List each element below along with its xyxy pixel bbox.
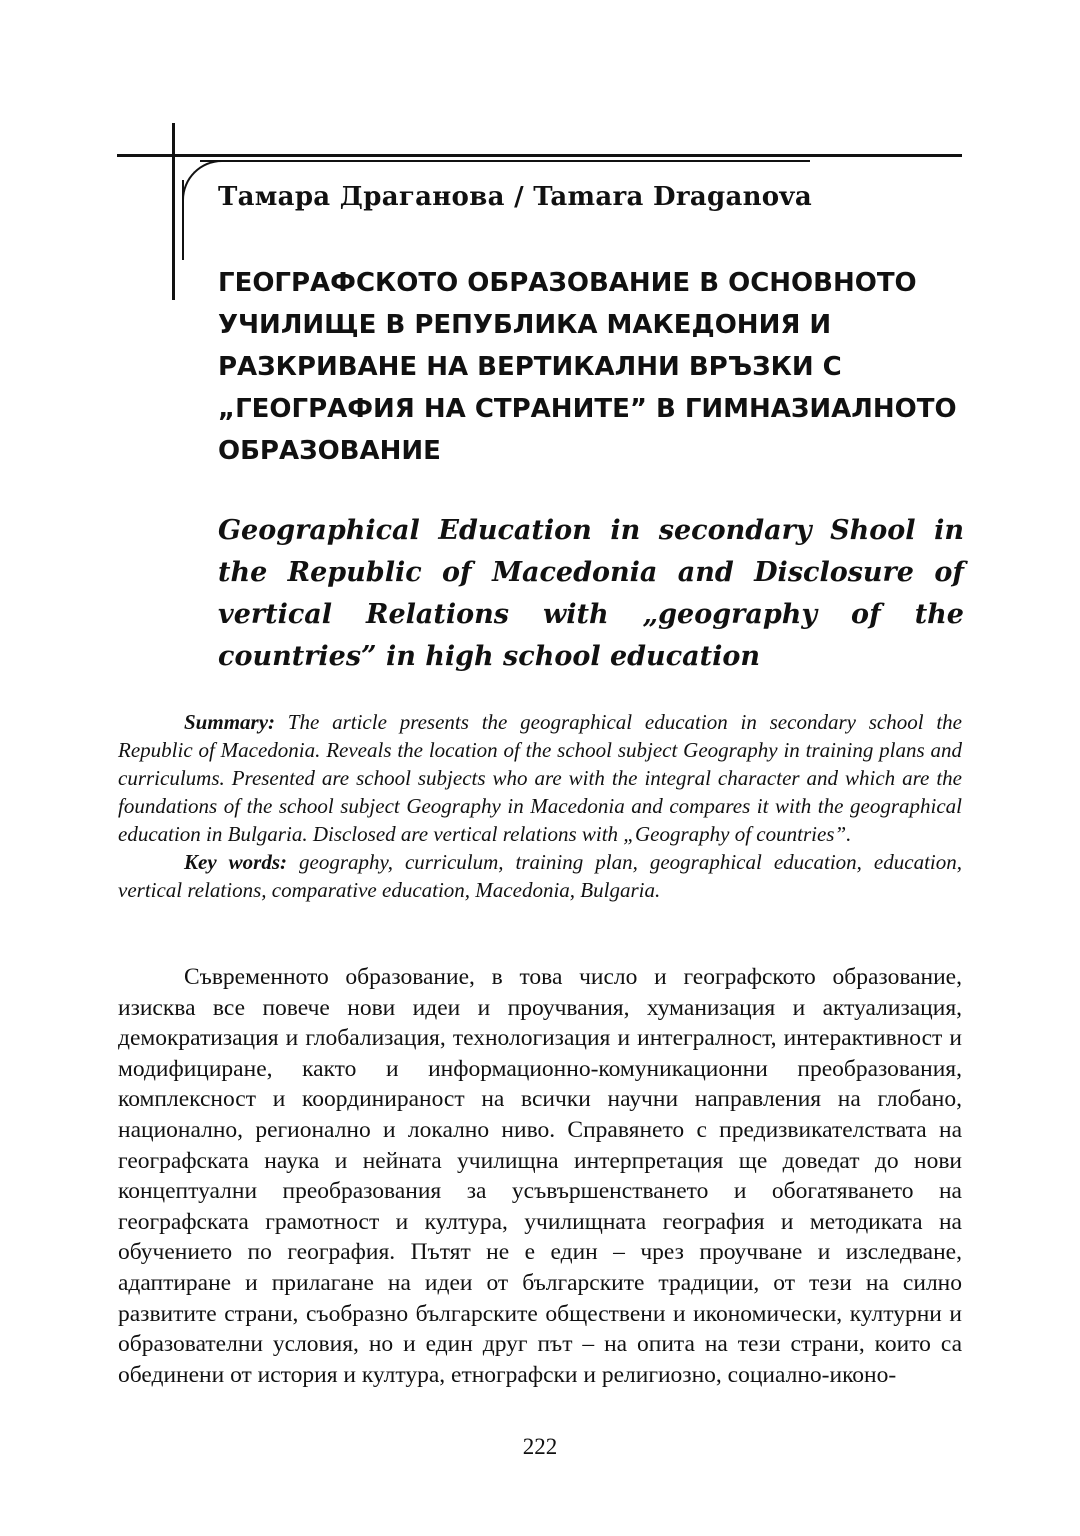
keywords-label: Key words: (184, 850, 288, 874)
article-title-bulgarian: ГЕОГРАФСКОТО ОБРАЗОВАНИЕ В ОСНОВНОТО УЧИЛИЩЕ В РЕПУБЛИКА МАКЕДОНИЯ И РАЗКРИВАНЕ НА ВЕРТИКАЛНИ ВРЪЗКИ С „ГЕОГРАФИЯ НА СТРАНИТЕ” В ГИМНАЗИАЛНОТО ОБРАЗОВАНИЕ (218, 268, 957, 466)
header-frame-corner-arc (182, 160, 222, 200)
article-title-english: Geographical Education in secondary Shool in the Republic of Macedonia and Disclosure of vertical Relations with „geography of the countries” in high school education (218, 515, 964, 672)
summary-text: The article presents the geographical education in secondary school the Republic of Macedonia. Reveals the location of the school subject Geography in training plans and curriculums. Presented are school subjects who are with the integral character and which are the foundations of the school subject Geography in Macedonia and compares it with the geographical education in Bulgaria. Disclosed are vertical relations with „Geography of countries”. (118, 710, 962, 846)
header-frame-vertical-line (172, 123, 175, 300)
summary-paragraph (118, 708, 962, 848)
author-name: Тамара Драганова / Tamara Draganova (218, 182, 812, 212)
abstract (118, 708, 962, 904)
body-paragraph: Съвременното образование, в това число и географското образование, изисква все повече нови идеи и проучвания, хуманизация и актуализация, демократизация и глобализация, технологизация и интегралност, интерактивност и модифициране, както и информационно-комуникационни преобразования, комплексност и координираност на всички научни направления на глобано, национално, регионално и локално ниво. Справянето с предизвикателствата на географската наука и нейната училищна интерпретация ще доведат до нови концептуални преобразования за усъвършенстването и обогатяването на географската грамотност и култура, училищната география и методиката на обучението по география. Пътят не е един – чрез проучване и изследване, адаптиране и прилагане на идеи от българските традиции, от тези на силно развитите страни, съобразно българските обществени и икономически, културни и образователни условия, но и един друг път – на опита на тези страни, които са обединени от история и култура, етнографски и религиозно, социално-иконо- (118, 964, 962, 1388)
keywords-text: geography, curriculum, training plan, geographical education, education, vertical relations, comparative education, Macedonia, Bulgaria. (118, 850, 962, 902)
keywords-paragraph (118, 848, 962, 904)
header-frame-horizontal-line (117, 154, 962, 157)
header-frame-inner-line (200, 160, 810, 162)
page-number: 222 (522, 1434, 558, 1459)
summary-label: Summary: (184, 710, 276, 734)
